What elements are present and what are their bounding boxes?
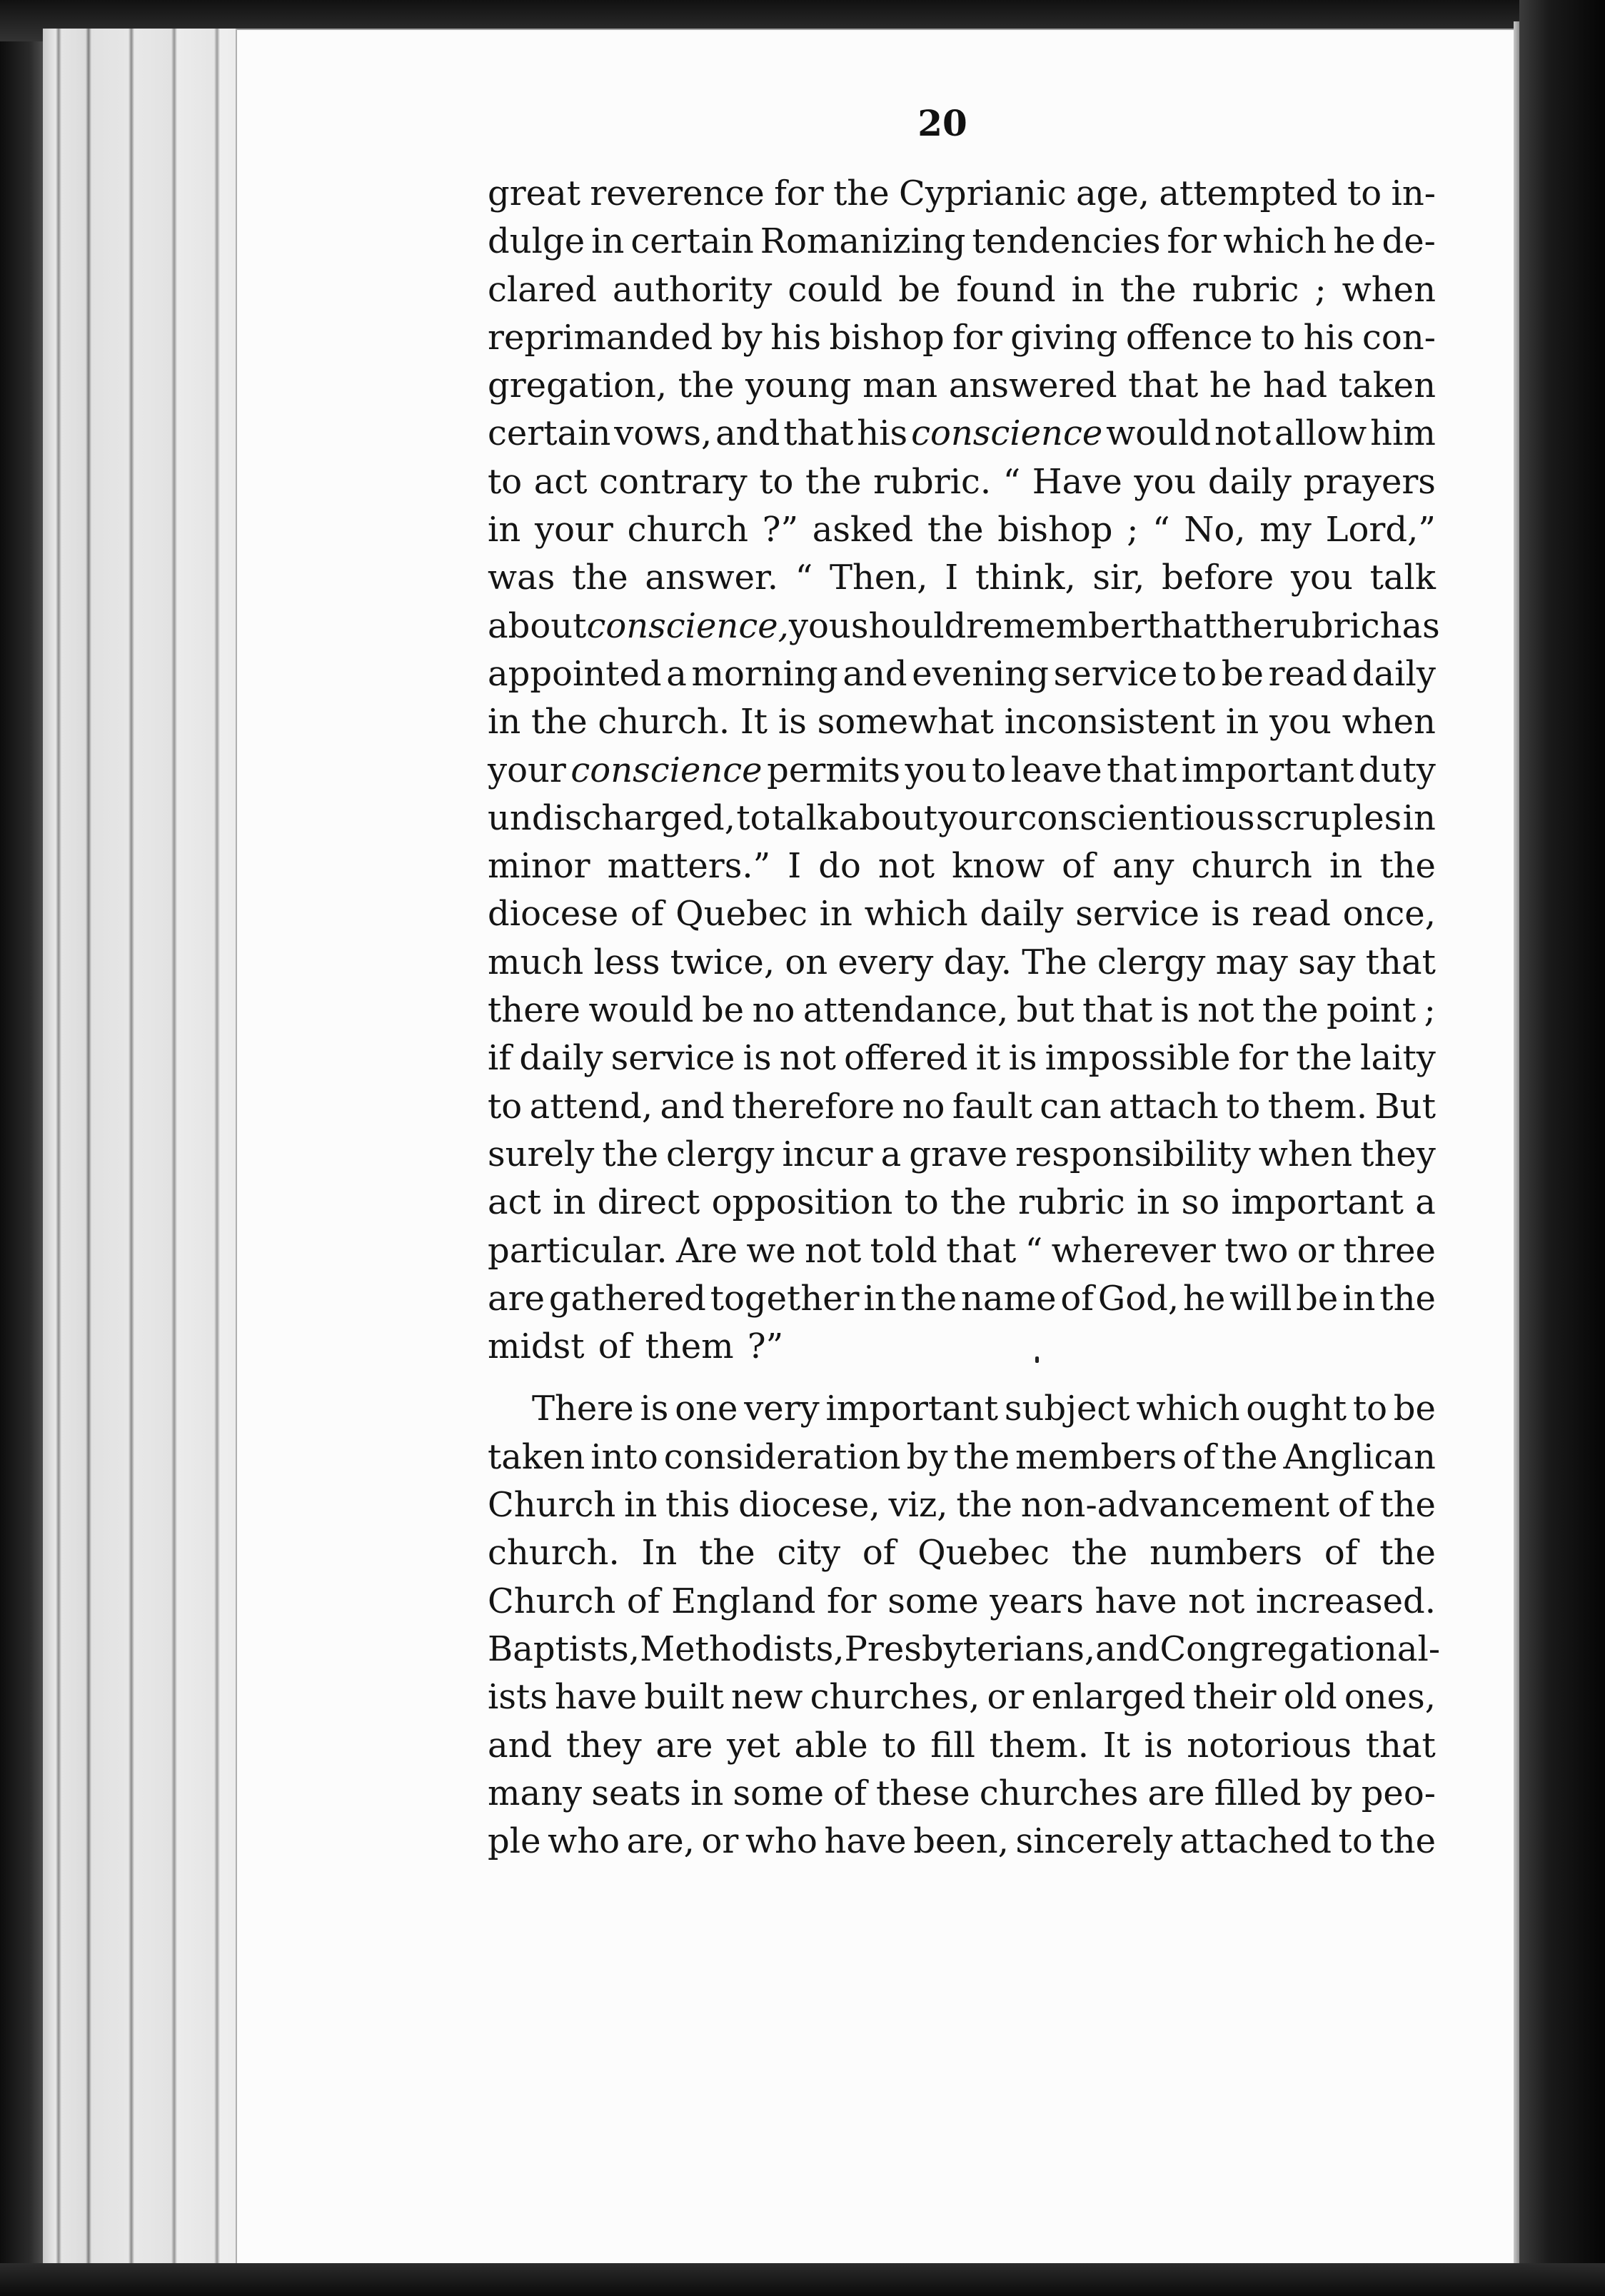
text-line: in the church. It is somewhat inconsistent in you when xyxy=(488,702,1436,742)
text-line: church. In the city of Quebec the numbers of the xyxy=(488,1533,1436,1574)
text-line: midst of them ?” xyxy=(488,1326,784,1367)
text-line: appointed a morning and evening service to be read daily xyxy=(488,653,1436,694)
text-line: Church of England for some years have not increased. xyxy=(488,1581,1436,1621)
text-line: about conscience, you should remember that the rubric has xyxy=(488,605,1440,646)
paragraph xyxy=(488,170,1440,1371)
text-line: undischarged, to talk about your conscientious scruples in xyxy=(488,797,1436,838)
text-line: was the answer. “ Then, I think, sir, before you talk xyxy=(488,558,1436,598)
text-line: are gathered together in the name of God, he will be in the xyxy=(488,1278,1436,1319)
text-line: to act contrary to the rubric. “ Have you daily prayers xyxy=(488,461,1436,502)
text-line: if daily service is not offered it is impossible for the laity xyxy=(488,1038,1436,1079)
text-line: dulge in certain Romanizing tendencies for which he de- xyxy=(488,221,1436,262)
body-text xyxy=(488,170,1441,1866)
text-line: there would be no attendance, but that is not the point ; xyxy=(488,990,1436,1031)
page-number: 20 xyxy=(917,102,967,144)
text-line: ple who are, or who have been, sincerely attached to the xyxy=(488,1821,1436,1862)
text-line: particular. Are we not told that “ wherever two or three xyxy=(488,1230,1436,1271)
text-line: taken into consideration by the members of the Anglican xyxy=(488,1436,1436,1477)
text-line: gregation, the young man answered that he had taken xyxy=(488,366,1436,406)
text-line: great reverence for the Cyprianic age, attempted to in- xyxy=(488,173,1436,213)
text-line: your conscience permits you to leave that important duty xyxy=(488,750,1436,790)
text-line: ists have built new churches, or enlarged their old ones, xyxy=(488,1677,1436,1718)
scanner-background-left xyxy=(0,0,43,2296)
text-line: surely the clergy incur a grave responsibility when they xyxy=(488,1134,1436,1174)
paragraph-gap xyxy=(488,1371,1436,1385)
paragraph xyxy=(488,1385,1441,1866)
print-speck xyxy=(1035,1356,1039,1363)
text-line: Baptists, Methodists, Presbyterians, and Congregational- xyxy=(488,1628,1441,1669)
scanner-background-bottom xyxy=(0,2263,1605,2296)
text-line: clared authority could be found in the rubric ; when xyxy=(488,269,1436,310)
scanner-background-right xyxy=(1519,0,1605,2296)
text-line: There is one very important subject which ought to be xyxy=(532,1389,1436,1429)
text-line: many seats in some of these churches are filled by peo- xyxy=(488,1773,1436,1813)
text-line: and they are yet able to fill them. It is notorious that xyxy=(488,1725,1436,1766)
text-line: to attend, and therefore no fault can attach to them. But xyxy=(488,1086,1436,1127)
text-line: certain vows, and that his conscience would not allow him xyxy=(488,413,1436,454)
text-line: in your church ?” asked the bishop ; “ No, my Lord,” xyxy=(488,510,1436,550)
text-line: Church in this diocese, viz, the non-advancement of the xyxy=(488,1485,1436,1526)
text-line: much less twice, on every day. The clergy may say that xyxy=(488,942,1436,982)
text-line: act in direct opposition to the rubric in so important a xyxy=(488,1182,1436,1223)
text-line: minor matters.” I do not know of any church in the xyxy=(488,846,1436,887)
text-line: diocese of Quebec in which daily service is read once, xyxy=(488,894,1436,935)
stacked-page-edges xyxy=(43,29,257,2263)
text-line: reprimanded by his bishop for giving offence to his con- xyxy=(488,317,1436,358)
